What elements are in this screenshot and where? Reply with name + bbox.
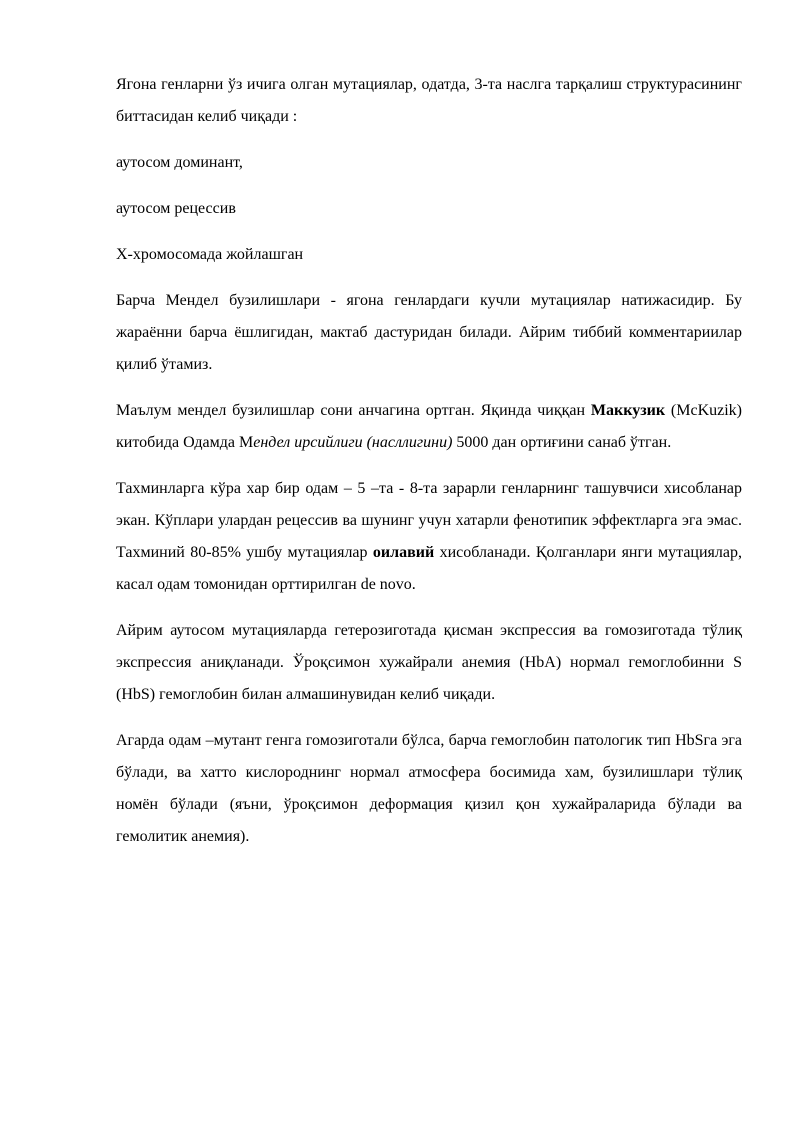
list-item-autosomal-dominant: аутосом доминант, <box>116 154 243 171</box>
paragraph-mendel-disorders: Барча Мендел бузилишлари - ягона генлардаги кучли мутациялар натижасидир. Бу жараённи барча ёшлигидан, мактаб дастуридан билади. Айрим тиббий комментариилар қилиб ўтамиз. <box>116 292 742 373</box>
paragraph-autosomal-expression: Айрим аутосом мутацияларда гетерозиготада қисман экспрессия ва гомозиготада тўлиқ экспрессия аниқланади. Ўроқсимон хужайрали анемия (HbA) нормал гемоглобинни S (HbS) гемоглобин билан алмашинувидан келиб чиқади. <box>116 622 742 703</box>
text-run: хисобланади. Қолганлари янги мутациялар, касал одам томонидан орттирилган de novo. <box>116 544 742 593</box>
document-page <box>116 69 742 867</box>
text-run: 5000 дан ортиғини санаб ўтган. <box>452 434 672 451</box>
text-run: (McKuzik) китобида Одамда М <box>116 402 742 451</box>
paragraph-inheritance-intro: Ягона генларни ўз ичига олган мутациялар, одатда, 3-та наслга тарқалиш структурасининг биттасидан келиб чиқади : <box>116 76 742 125</box>
paragraph-homozygous-mutant: Агарда одам –мутант генга гомозиготали бўлса, барча гемоглобин патологик тип HbSга эга бўлади, ва хатто кислороднинг нормал атмосфера босимида хам, бузилишлари тўлиқ номён бўлади (яъни, ўроқсимон деформация қизил қон хужайраларида бўлади ва гемолитик анемия). <box>116 732 742 845</box>
text-run: Тахминларга кўра хар бир одам – 5 –та - 8-та зарарли генларнинг ташувчиси хисобланар экан. Кўплари улардан рецессив ва шунинг учун хатарли фенотипик эффектларга эга эмас. Тахминий 80-85% ушбу мутациялар <box>116 480 742 561</box>
list-item-autosomal-recessive: аутосом рецессив <box>116 200 236 217</box>
bold-term-family: оилавий <box>372 544 435 561</box>
list-item-x-linked: Х-хромосомада жойлашган <box>116 246 304 263</box>
bold-term-mckuzik: Маккузик <box>590 402 666 419</box>
paragraph-harmful-genes <box>116 473 742 601</box>
text-run: Маълум мендел бузилишлар сони анчагина ортган. Яқинда чиққан <box>116 402 591 419</box>
paragraph-mckuzik <box>116 395 742 459</box>
italic-term: ендел ирсийлиги (насллигини) <box>253 434 453 451</box>
